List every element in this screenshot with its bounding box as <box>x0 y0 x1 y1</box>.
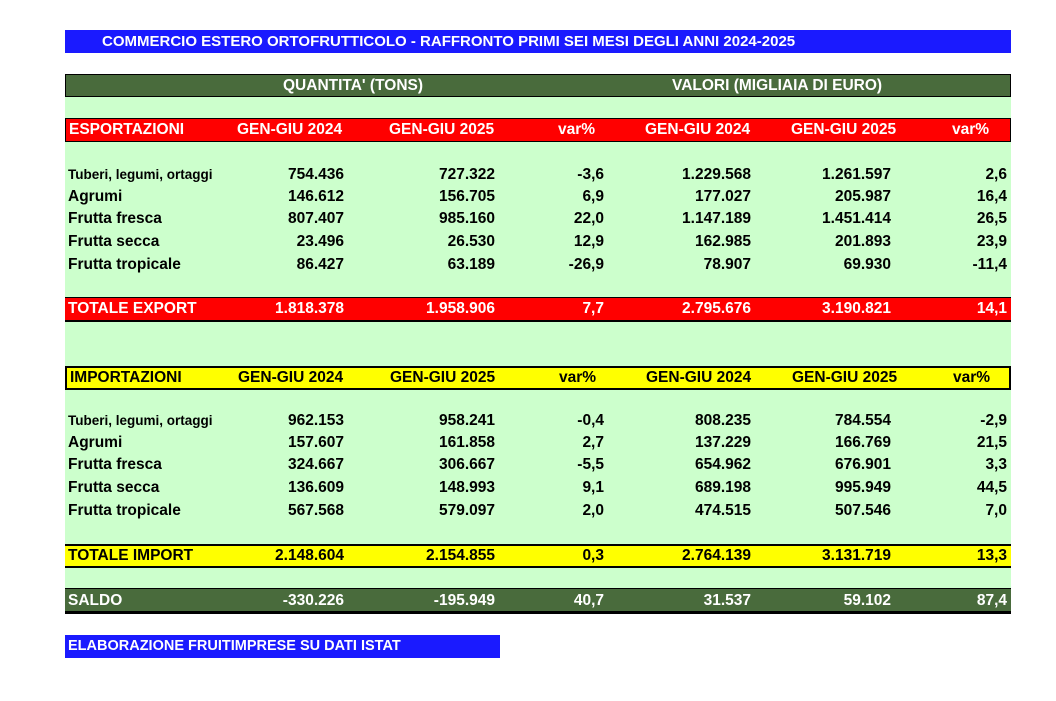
cell: 177.027 <box>694 188 751 205</box>
cell: 808.235 <box>694 412 751 429</box>
values-header: VALORI (MIGLIAIA DI EURO) <box>672 77 883 94</box>
row-label: Frutta tropicale <box>68 502 181 519</box>
cell: 1.958.906 <box>426 300 495 317</box>
import-section-label: IMPORTAZIONI <box>70 369 182 386</box>
table-row <box>65 410 1011 432</box>
cell: 69.930 <box>843 256 891 273</box>
cell: 87,4 <box>976 592 1007 609</box>
cell: 2,7 <box>582 434 604 451</box>
column-header: GEN-GIU 2025 <box>390 369 496 386</box>
cell: 21,5 <box>976 434 1007 451</box>
row-label: Frutta fresca <box>68 456 162 473</box>
cell: 2,6 <box>985 166 1007 183</box>
cell: 306.667 <box>438 456 495 473</box>
cell: -195.949 <box>433 592 495 609</box>
cell: 0,3 <box>582 547 604 564</box>
column-header: var% <box>558 121 596 138</box>
table-row <box>65 254 1011 276</box>
cell: 13,3 <box>976 547 1007 564</box>
cell: 157.607 <box>287 434 344 451</box>
cell: -11,4 <box>972 256 1007 273</box>
cell: 3.190.821 <box>822 300 891 317</box>
table-background <box>65 74 1011 614</box>
cell: 995.949 <box>834 479 891 496</box>
cell: -3,6 <box>577 166 604 183</box>
column-header: var% <box>952 121 990 138</box>
cell: 985.160 <box>438 210 495 227</box>
cell: 148.993 <box>438 479 495 496</box>
cell: 23.496 <box>296 233 344 250</box>
column-header: var% <box>559 369 597 386</box>
table-top-header <box>65 74 1011 97</box>
cell: 689.198 <box>694 479 751 496</box>
cell: 162.985 <box>694 233 751 250</box>
cell: 23,9 <box>976 233 1007 250</box>
cell: 579.097 <box>438 502 495 519</box>
cell: 567.568 <box>287 502 344 519</box>
column-header: GEN-GIU 2024 <box>645 121 751 138</box>
column-header: GEN-GIU 2024 <box>646 369 752 386</box>
cell: 136.609 <box>287 479 344 496</box>
cell: 26.530 <box>447 233 495 250</box>
cell: 2.764.139 <box>682 547 751 564</box>
cell: 22,0 <box>573 210 604 227</box>
table-row <box>65 432 1011 454</box>
import-header-row <box>65 366 1011 390</box>
column-header: GEN-GIU 2024 <box>238 369 344 386</box>
cell: 2,0 <box>582 502 604 519</box>
row-label: Frutta secca <box>68 479 160 496</box>
cell: 2.795.676 <box>682 300 751 317</box>
cell: 86.427 <box>296 256 344 273</box>
table-row <box>65 454 1011 476</box>
source-note: ELABORAZIONE FRUITIMPRESE SU DATI ISTAT <box>65 635 500 658</box>
cell: 161.858 <box>438 434 495 451</box>
column-header: GEN-GIU 2025 <box>791 121 897 138</box>
cell: 474.515 <box>694 502 751 519</box>
cell: 1.261.597 <box>822 166 891 183</box>
row-label: Frutta tropicale <box>68 256 181 273</box>
cell: 1.451.414 <box>822 210 891 227</box>
cell: 784.554 <box>834 412 891 429</box>
cell: 1.147.189 <box>682 210 751 227</box>
cell: 754.436 <box>287 166 344 183</box>
cell: 205.987 <box>834 188 891 205</box>
cell: 156.705 <box>438 188 495 205</box>
saldo-label: SALDO <box>68 592 123 609</box>
row-label: Frutta fresca <box>68 210 162 227</box>
cell: 3.131.719 <box>822 547 891 564</box>
cell: 146.612 <box>287 188 344 205</box>
cell: 807.407 <box>287 210 344 227</box>
cell: 958.241 <box>438 412 495 429</box>
cell: 6,9 <box>582 188 604 205</box>
cell: 78.907 <box>703 256 751 273</box>
cell: 137.229 <box>694 434 751 451</box>
column-header: var% <box>953 369 991 386</box>
cell: -330.226 <box>282 592 344 609</box>
cell: 31.537 <box>703 592 751 609</box>
cell: 59.102 <box>843 592 891 609</box>
cell: 7,7 <box>582 300 604 317</box>
cell: -2,9 <box>980 412 1007 429</box>
cell: 9,1 <box>582 479 604 496</box>
cell: -5,5 <box>577 456 604 473</box>
saldo-row <box>65 588 1011 614</box>
cell: 16,4 <box>976 188 1007 205</box>
cell: 12,9 <box>573 233 604 250</box>
row-label: Frutta secca <box>68 233 160 250</box>
cell: 654.962 <box>694 456 751 473</box>
cell: 166.769 <box>834 434 891 451</box>
cell: 3,3 <box>985 456 1007 473</box>
table-row <box>65 477 1011 499</box>
cell: 2.148.604 <box>275 547 344 564</box>
cell: 507.546 <box>834 502 891 519</box>
row-label: Agrumi <box>68 434 123 451</box>
cell: 201.893 <box>834 233 891 250</box>
cell: 962.153 <box>287 412 344 429</box>
export-section-label: ESPORTAZIONI <box>69 121 185 138</box>
import-total-row <box>65 544 1011 568</box>
table-row <box>65 231 1011 253</box>
cell: 63.189 <box>447 256 495 273</box>
column-header: GEN-GIU 2025 <box>389 121 495 138</box>
cell: 44,5 <box>976 479 1007 496</box>
cell: 40,7 <box>573 592 604 609</box>
table-row <box>65 208 1011 230</box>
cell: 1.229.568 <box>682 166 751 183</box>
export-header-row <box>65 118 1011 142</box>
cell: 26,5 <box>976 210 1007 227</box>
cell: 676.901 <box>834 456 891 473</box>
cell: -0,4 <box>577 412 604 429</box>
export-total-row <box>65 297 1011 322</box>
row-label: Tuberi, legumi, ortaggi <box>68 413 213 428</box>
cell: 2.154.855 <box>426 547 495 564</box>
cell: 14,1 <box>976 300 1007 317</box>
cell: -26,9 <box>568 256 604 273</box>
table-row <box>65 500 1011 522</box>
column-header: GEN-GIU 2024 <box>237 121 343 138</box>
total-label: TOTALE IMPORT <box>68 547 194 564</box>
cell: 324.667 <box>287 456 344 473</box>
cell: 7,0 <box>985 502 1007 519</box>
table-row <box>65 164 1011 186</box>
page-title: COMMERCIO ESTERO ORTOFRUTTICOLO - RAFFRONTO PRIMI SEI MESI DEGLI ANNI 2024-2025 <box>65 30 1011 53</box>
column-header: GEN-GIU 2025 <box>792 369 898 386</box>
total-label: TOTALE EXPORT <box>68 300 197 317</box>
row-label: Agrumi <box>68 188 123 205</box>
cell: 727.322 <box>438 166 495 183</box>
cell: 1.818.378 <box>275 300 344 317</box>
quantity-header: QUANTITA' (TONS) <box>283 77 424 94</box>
table-row <box>65 186 1011 208</box>
row-label: Tuberi, legumi, ortaggi <box>68 167 213 182</box>
